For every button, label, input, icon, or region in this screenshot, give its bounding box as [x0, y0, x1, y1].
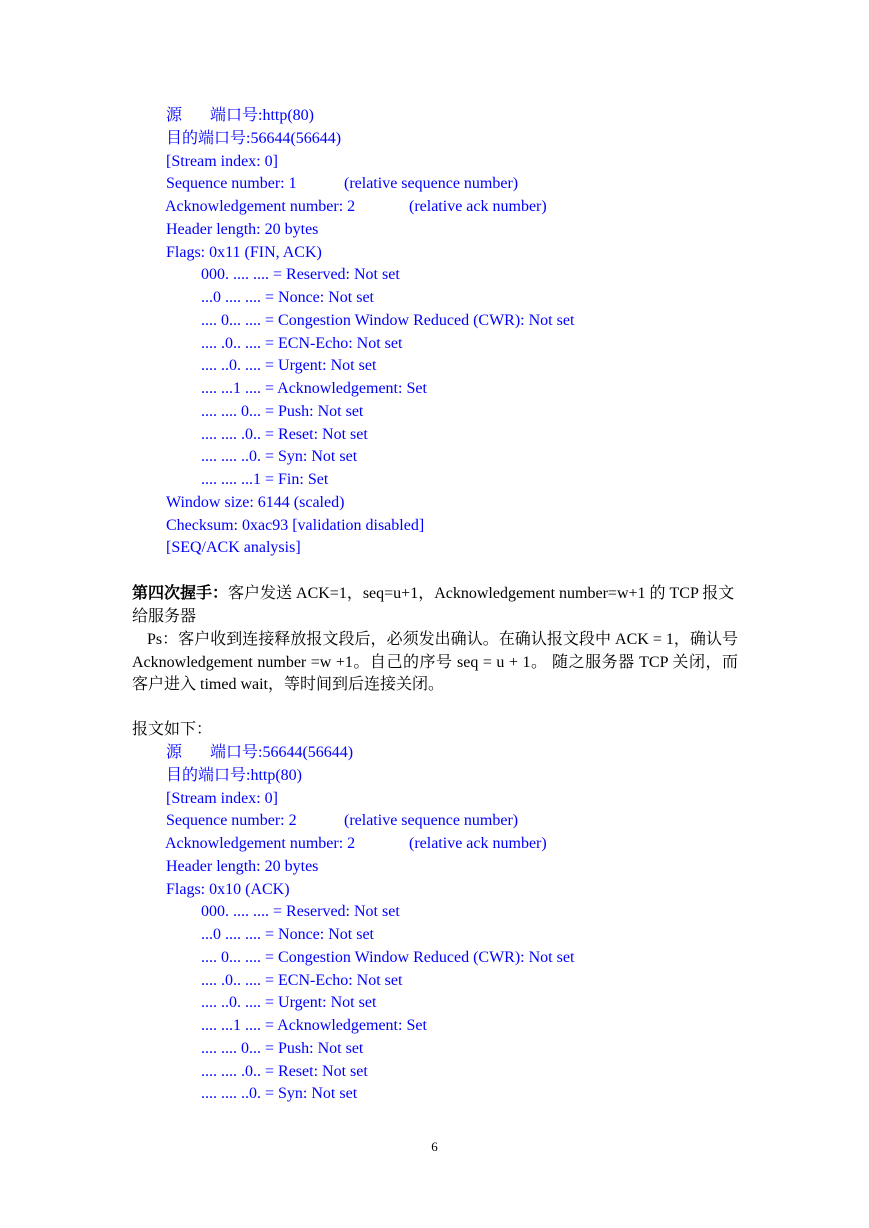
seq-line: Sequence number: 1 (relative sequence number) — [166, 175, 519, 192]
flag-line: .... .... ..0. = Syn: Not set — [201, 1085, 358, 1102]
flag-line: .... .0.. .... = ECN-Echo: Not set — [201, 972, 403, 989]
stream-index-line: [Stream index: 0] — [166, 153, 278, 170]
flag-line: .... .... ..0. = Syn: Not set — [201, 448, 358, 465]
seq-line: Sequence number: 2 (relative sequence number) — [166, 812, 519, 829]
header-length-line: Header length: 20 bytes — [166, 221, 319, 238]
header-length-line: Header length: 20 bytes — [166, 858, 319, 875]
flag-line: .... 0... .... = Congestion Window Reduced (CWR): Not set — [201, 949, 575, 966]
flag-line: .... ...1 .... = Acknowledgement: Set — [201, 1017, 427, 1034]
dst-port-line: 目的端口号:56644(56644) — [166, 130, 342, 147]
flag-line: .... .... .0.. = Reset: Not set — [201, 426, 368, 443]
flag-line: .... ..0. .... = Urgent: Not set — [201, 357, 377, 374]
fourth-handshake-heading: 第四次握手： — [132, 585, 229, 602]
flags-line: Flags: 0x11 (FIN, ACK) — [166, 244, 322, 261]
checksum-line: Checksum: 0xac93 [validation disabled] — [166, 517, 425, 534]
flag-line: .... ...1 .... = Acknowledgement: Set — [201, 380, 427, 397]
flag-line: 000. .... .... = Reserved: Not set — [201, 903, 400, 920]
fourth-handshake-paragraph — [132, 583, 738, 628]
flag-line: .... 0... .... = Congestion Window Reduced (CWR): Not set — [201, 312, 575, 329]
ps-paragraph: Ps：客户收到连接释放报文段后，必须发出确认。在确认报文段中 ACK = 1，确认号 Acknowledgement number =w +1。自己的序号 seq = u + 1。 随之服务器 TCP 关闭，而客户进入 timed wait，等时间到后连接关闭。 — [132, 631, 738, 694]
page-number: 6 — [431, 1139, 438, 1154]
flag-line: .... .... 0... = Push: Not set — [201, 1040, 364, 1057]
dst-port-line: 目的端口号:http(80) — [166, 767, 302, 784]
flag-line: .... .... .0.. = Reset: Not set — [201, 1063, 368, 1080]
ack-line: Acknowledgement number: 2 (relative ack number) — [165, 198, 547, 215]
flags-line: Flags: 0x10 (ACK) — [166, 881, 290, 898]
src-port-line: 源 端口号:56644(56644) — [166, 744, 354, 761]
flag-line: 000. .... .... = Reserved: Not set — [201, 266, 400, 283]
ack-line: Acknowledgement number: 2 (relative ack number) — [165, 835, 547, 852]
flag-line: .... .... 0... = Push: Not set — [201, 403, 364, 420]
flag-line: .... ..0. .... = Urgent: Not set — [201, 994, 377, 1011]
flag-line: .... .... ...1 = Fin: Set — [201, 471, 329, 488]
flag-line: ...0 .... .... = Nonce: Not set — [201, 289, 374, 306]
src-port-line: 源 端口号:http(80) — [166, 107, 315, 124]
fourth-handshake-text: 客户发送 ACK=1，seq=u+1，Acknowledgement number=w+1 的 TCP 报文给服务器 — [132, 585, 735, 625]
flag-line: .... .0.. .... = ECN-Echo: Not set — [201, 335, 403, 352]
flag-line: ...0 .... .... = Nonce: Not set — [201, 926, 374, 943]
stream-index-line: [Stream index: 0] — [166, 790, 278, 807]
seq-ack-analysis-line: [SEQ/ACK analysis] — [166, 539, 301, 556]
packet-intro: 报文如下： — [132, 721, 213, 738]
window-size-line: Window size: 6144 (scaled) — [166, 494, 345, 511]
